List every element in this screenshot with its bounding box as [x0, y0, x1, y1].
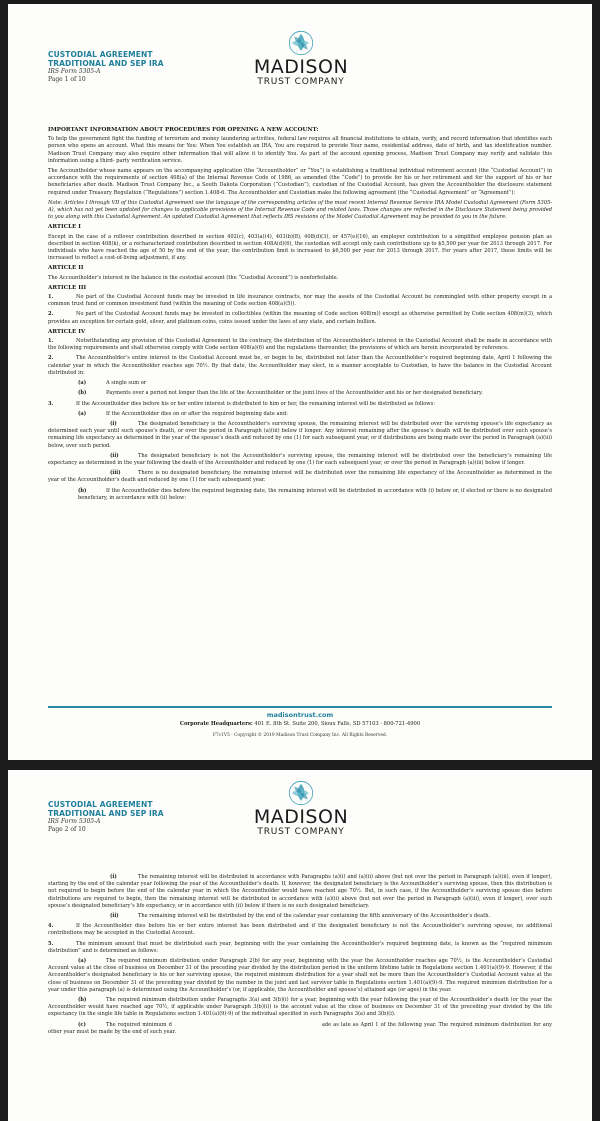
page-body [48, 124, 552, 505]
sub-item [48, 958, 552, 994]
page-number: Page 2 of 10 [48, 826, 86, 833]
item-number: 1. [48, 338, 54, 345]
logo-subtitle: TRUST COMPANY [257, 77, 345, 87]
footer-rule [48, 706, 552, 708]
sub-sub-item-text: The remaining interest will be distributed by the end of the calendar year containing the fifth anniversary of the Accountholder’s death. [138, 913, 491, 920]
sub-sub-item-label: (ii) [110, 452, 119, 459]
sub-sub-item [48, 421, 552, 450]
item-number: 4. [48, 923, 54, 930]
sub-item [48, 488, 552, 502]
sub-sub-item [48, 874, 552, 910]
sub-item [48, 997, 552, 1019]
form-number: IRS Form 5305-A [48, 68, 101, 75]
item-text: If the Accountholder dies before his or her entire interest has been distributed and if the designated beneficiary is not the Accountholder’s surviving spouse, no additional contributions may be accepted in the Custodial Account. [48, 923, 552, 937]
item-number: 3. [48, 400, 54, 407]
sub-sub-item-text: The designated beneficiary is not the Accountholder’s surviving spouse, the remaining interest will be distributed over the beneficiary’s remaining life expectancy as determined in the year following the death of the Accountholder and reduced by one (1) for each subsequent year, or over the period in Paragraph (a)(iii) below if longer. [48, 452, 552, 466]
website-link[interactable]: madisontrust.com [266, 710, 334, 719]
numbered-paragraph [48, 941, 552, 955]
paragraph: To help the government fight the funding of terrorism and money laundering activities, federal law requires all financial institutions to obtain, verify, and record information that identifies each person who opens an account. What this means for You: When You establish an IRA, You are required to provide Your name, residential address, date of birth, and tax identification number. Madison Trust Company may also require other information that will allow it to identify You. As part of the account opening process, Madison Trust Company may verify and validate this information using a third- party verification service. [48, 136, 552, 164]
document-title: CUSTODIAL AGREEMENT [48, 50, 153, 59]
madison-trust-logo [241, 780, 361, 838]
item-number: 2. [48, 355, 54, 362]
numbered-paragraph [48, 355, 552, 377]
document-subtitle: TRADITIONAL AND SEP IRA [48, 59, 164, 68]
sub-sub-item-label: (i) [110, 420, 117, 427]
document-title-block [48, 800, 164, 834]
document-title-block [48, 50, 164, 84]
sub-item-label: (b) [78, 997, 87, 1004]
section-heading: IMPORTANT INFORMATION ABOUT PROCEDURES FOR OPENING A NEW ACCOUNT: [48, 127, 319, 133]
document-title: CUSTODIAL AGREEMENT [48, 800, 153, 809]
madison-trust-lotus-icon [288, 780, 314, 806]
sub-item-label: (b) [78, 390, 87, 397]
sub-item [48, 390, 552, 397]
note-paragraph: Note: Articles I through VII of this Custodial Agreement use the language of the corresponding articles of the most recent Internal Revenue Service IRA Model Custodial Agreement (Form 5305-A), which has not yet been updated for changes to applicable provisions of the Internal Revenue Code and related laws. Those changes are reflected in the Disclosure Statement being provided to you along with this Custodial Agreement. An updated Custodial Agreement that reflects IRS revisions of the Model Custodial Agreement may be provided to you in the future. [48, 199, 552, 221]
item-text: No part of the Custodial Account funds may be invested in life insurance contracts, nor may the assets of the Custodial Account be commingled with other property except in a common trust fund or common investment fund (within the meaning of Code section 408(a)(5)). [48, 294, 552, 308]
headquarters-line [48, 720, 552, 729]
madison-trust-logo [241, 30, 361, 88]
sub-item-text: The required minimum distribution under Paragraphs 3(a) and 3(b)(i) for a year, beginning with the year following the year of the Accountholder’s death (or the year the Accountholder would have reached age 70½, if applicable under Paragraph 3(b)(i)) is the account value at the close of business on December 31 of the preceding year divided by the life expectancy (in the single life table in Regulations section 1.401(a)(9)-9) of the individual specified in such Paragraphs 3(a) and 3(b)(i). [48, 997, 552, 1018]
item-text: If the Accountholder dies before his or her entire interest is distributed to him or her, the remaining interest will be distributed as follows: [76, 400, 435, 407]
sub-item-text-end: ade as late as April 1 of the following year. The required minimum distribution for any other year must be made by the end of such year. [48, 1021, 552, 1035]
item-text: No part of the Custodial Account funds may be invested in collectibles (within the meaning of Code section 408(m)) except as otherwise permitted by Code section 408(m)(3), which provides an exception for certain gold, silver, and platinum coins, coins issued under the laws of any state, and certain bullion. [48, 311, 552, 325]
numbered-paragraph [48, 311, 552, 325]
sub-item-text: If the Accountholder dies before the required beginning date, the remaining interest will be distributed in accordance with (i) below or, if elected or there is no designated beneficiary, in accordance with (ii) below: [78, 487, 552, 501]
madison-trust-lotus-icon [288, 30, 314, 56]
document-page-1 [8, 4, 592, 760]
item-text: Notwithstanding any provision of this Custodial Agreement to the contrary, the distribution of the Accountholder’s interest in the Custodial Account shall be made in accordance with the following requirements and shall otherwise comply with Code section 408(a)(6) and the regulations thereunder, the provisions of which are herein incorporated by reference. [48, 338, 552, 352]
logo-subtitle: TRUST COMPANY [257, 827, 345, 837]
logo-name: MADISON [253, 806, 349, 828]
document-page-2 [8, 770, 592, 1121]
sub-sub-item [48, 913, 552, 920]
sub-item-text: A single sum or [106, 380, 147, 387]
sub-sub-item [48, 470, 552, 484]
article-heading: ARTICLE III [48, 284, 87, 291]
item-number: 2. [48, 311, 54, 318]
sub-sub-item-label: (i) [110, 874, 117, 880]
sub-sub-item-label: (ii) [110, 913, 119, 920]
page-header [8, 770, 592, 837]
sub-item [48, 380, 552, 387]
paragraph: Except in the case of a rollover contribution described in section 402(c), 403(a)(4), 403(b)(8), 408(d)(3), or 457(e)(16), an employer contribution to a simplified employee pension plan as described in section 408(k), or a recharacterized contribution described in section 408A(d)(6), the custodian will accept only cash contributions up to $5,500 per year for 2013 through 2017. For individuals who have reached the age of 50 by the end of the year, the contribution limit is increased to $6,500 per year for 2013 through 2017. For years after 2017, these limits will be increased to reflect a cost-of-living adjustment, if any. [48, 233, 552, 262]
page-header [8, 4, 592, 87]
item-number: 5. [48, 940, 54, 947]
sub-item-text: If the Accountholder dies on or after the required beginning date and: [106, 410, 288, 417]
paragraph: The Accountholder whose name appears on the accompanying application (the “Accountholder” or “You”) is establishing a traditional individual retirement account (the “Custodial Account”) in accordance with the requirements of section 408(a) of the Internal Revenue Code of 1986, as amended (the “Code”) to provide for his or her retirement and for the support of his or her beneficiaries after death. Madison Trust Company Inc., a South Dakota Corporation (“Custodian”), custodian of the Custodial Account, has given the Accountholder the disclosure statement required under Treasury Regulation (“Regulations”) section 1.408-6. The Accountholder and Custodian make the following agreement (the “Custodial Agreement” or “Agreement”): [48, 168, 552, 196]
copyright-line: F7c1V5 · Copyright © 2019 Madison Trust Company Inc. All Rights Reserved. [212, 732, 388, 738]
numbered-paragraph [48, 294, 552, 308]
numbered-paragraph [48, 338, 552, 352]
page-body [48, 874, 552, 1039]
sub-item-text-start: The required minimum d [106, 1021, 172, 1028]
headquarters-label: Corporate Headquarters: [179, 720, 253, 727]
numbered-paragraph [48, 401, 552, 408]
sub-item-label: (a) [78, 380, 87, 387]
numbered-paragraph [48, 923, 552, 937]
paragraph: The Accountholder’s interest in the balance in the custodial account (the “Custodial Account”) is nonforfeitable. [48, 274, 339, 281]
page-number: Page 1 of 10 [48, 76, 86, 83]
sub-item-label: (b) [78, 487, 87, 494]
headquarters-address: 401 E. 8th St. Suite 200, Sioux Falls, SD 57103 · 800-721-4900 [254, 720, 421, 727]
item-number: 1. [48, 294, 54, 301]
article-heading: ARTICLE IV [48, 328, 86, 335]
form-number: IRS Form 5305-A [48, 818, 101, 825]
sub-item-label: (a) [78, 958, 87, 965]
sub-sub-item-text: The designated beneficiary is the Accountholder’s surviving spouse, the remaining interest will be distributed over the surviving spouse’s life expectancy as determined each year until such spouse’s death, or over the period in Paragraph (a)(iii) below if longer. Any interest remaining after the spouse’s death will be distributed over such spouse’s remaining life expectancy as determined in the year of the spouse’s death and reduced by one (1) for each subsequent year, or if distributions are being made over the period in Paragraph (a)(iii) below, over such period. [48, 420, 552, 449]
logo-name: MADISON [253, 56, 349, 78]
sub-sub-item-text: There is no designated beneficiary, the remaining interest will be distributed over the remaining life expectancy of the Accountholder as determined in the year of the Accountholder’s death and reduced by one (1) for each subsequent year. [48, 470, 552, 484]
sub-item-label: (c) [78, 1021, 86, 1028]
article-heading: ARTICLE II [48, 265, 84, 272]
sub-item [48, 1022, 552, 1036]
sub-sub-item-text: The remaining interest will be distributed in accordance with Paragraphs (a)(i) and (a)(ii) above (but not over the period in Paragraph (a)(iii), even if longer), starting by the end of the calendar year following the year of the Accountholder’s death. If, however, the designated beneficiary is the Accountholder’s surviving spouse, then this distribution is not required to begin before the end of the calendar year in which the Accountholder would have reached age 70½. But, in such case, if the Accountholder’s surviving spouse dies before distributions are required to begin, then the remaining interest will be distributed in accordance with (a)(ii) above (but not over the period in Paragraph (a)(iii), even if longer), over such spouse’s designated beneficiary’s life expectancy, or in accordance with (ii) below if there is no such designated beneficiary. [48, 874, 552, 909]
article-heading: ARTICLE I [48, 224, 81, 231]
sub-item [48, 411, 552, 418]
item-text: The minimum amount that must be distributed each year, beginning with the year containing the Accountholder’s required beginning date, is known as the “required minimum distribution” and is determined as follows: [48, 940, 552, 954]
page-footer [48, 706, 552, 740]
document-subtitle: TRADITIONAL AND SEP IRA [48, 809, 164, 818]
item-text: The Accountholder’s entire interest in the Custodial Account must be, or begin to be, distributed not later than the Accountholder’s required beginning date, April 1 following the calendar year in which the Accountholder reaches age 70½. By that date, the Accountholder may elect, in a manner acceptable to Custodian, to have the balance in the Custodial Account distributed in: [48, 355, 552, 376]
sub-sub-item [48, 453, 552, 467]
sub-item-text: The required minimum distribution under Paragraph 2(b) for any year, beginning with the year the Accountholder reaches age 70½, is the Accountholder’s Custodial Account value at the close of business on December 31 of the preceding year divided by the distribution period in the uniform lifetime table in Regulations section 1.401(a)(9)-9. However, if the Accountholder’s designated beneficiary is his or her surviving spouse, the required minimum distribution for a year shall not be more than the Accountholder’s Custodial Account value at the close of business on December 31 of the preceding year divided by the number in the joint and last survivor table in Regulations section 1.401(a)(9)-9. The required minimum distribution for a year under this paragraph (a) is determined using the Accountholder’s (or, if applicable, the Accountholder and spouse’s) attained age (or ages) in the year. [48, 958, 552, 993]
sub-item-label: (a) [78, 410, 87, 417]
sub-item-text: Payments over a period not longer than the life of the Accountholder or the joint lives of the Accountholder and his or her designated beneficiary. [106, 390, 483, 397]
sub-sub-item-label: (iii) [110, 470, 121, 477]
